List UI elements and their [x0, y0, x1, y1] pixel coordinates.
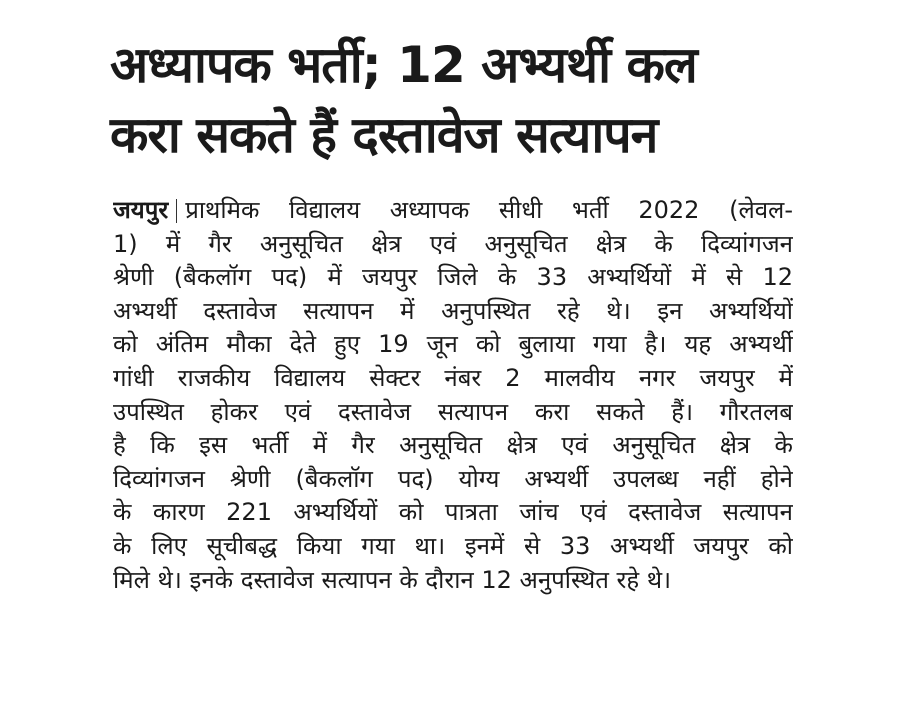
article-line: उपस्थित होकर एवं दस्तावेज सत्यापन करा सकते हैं। गौरतलब: [113, 397, 793, 426]
article-line: [113, 194, 793, 228]
article-line: अभ्यर्थी दस्तावेज सत्यापन में अनुपस्थित रहे थे। इन अभ्यर्थियों: [113, 296, 793, 325]
article-line: श्रेणी (बैकलॉग पद) में जयपुर जिले के 33 अभ्यर्थियों में से 12: [113, 263, 793, 292]
headline-line-2: करा सकते हैं दस्तावेज सत्यापन: [110, 106, 658, 164]
headline-line-1: अध्यापक भर्ती; 12 अभ्यर्थी कल: [110, 36, 697, 94]
article-line: के कारण 221 अभ्यर्थियों को पात्रता जांच एवं दस्तावेज सत्यापन: [113, 498, 793, 527]
article-line: के लिए सूचीबद्ध किया गया था। इनमें से 33 अभ्यर्थी जयपुर को: [113, 531, 793, 560]
dateline-separator: [176, 199, 177, 223]
dateline: जयपुर: [113, 196, 169, 224]
article-line: को अंतिम मौका देते हुए 19 जून को बुलाया गया है। यह अभ्यर्थी: [113, 330, 793, 359]
headline: [110, 30, 790, 170]
article-body: [113, 194, 793, 597]
article-line: मिले थे। इनके दस्तावेज सत्यापन के दौरान 12 अनुपस्थित रहे थे।: [113, 565, 672, 594]
article-line: दिव्यांगजन श्रेणी (बैकलॉग पद) योग्य अभ्यर्थी उपलब्ध नहीं होने: [113, 464, 793, 493]
article-line: 1) में गैर अनुसूचित क्षेत्र एवं अनुसूचित क्षेत्र के दिव्यांगजन: [113, 229, 793, 258]
article-line: गांधी राजकीय विद्यालय सेक्टर नंबर 2 मालवीय नगर जयपुर में: [113, 363, 793, 392]
article-line: है कि इस भर्ती में गैर अनुसूचित क्षेत्र एवं अनुसूचित क्षेत्र के: [113, 431, 793, 460]
article-first-line: प्राथमिक विद्यालय अध्यापक सीधी भर्ती 2022 (लेवल-: [185, 196, 793, 224]
